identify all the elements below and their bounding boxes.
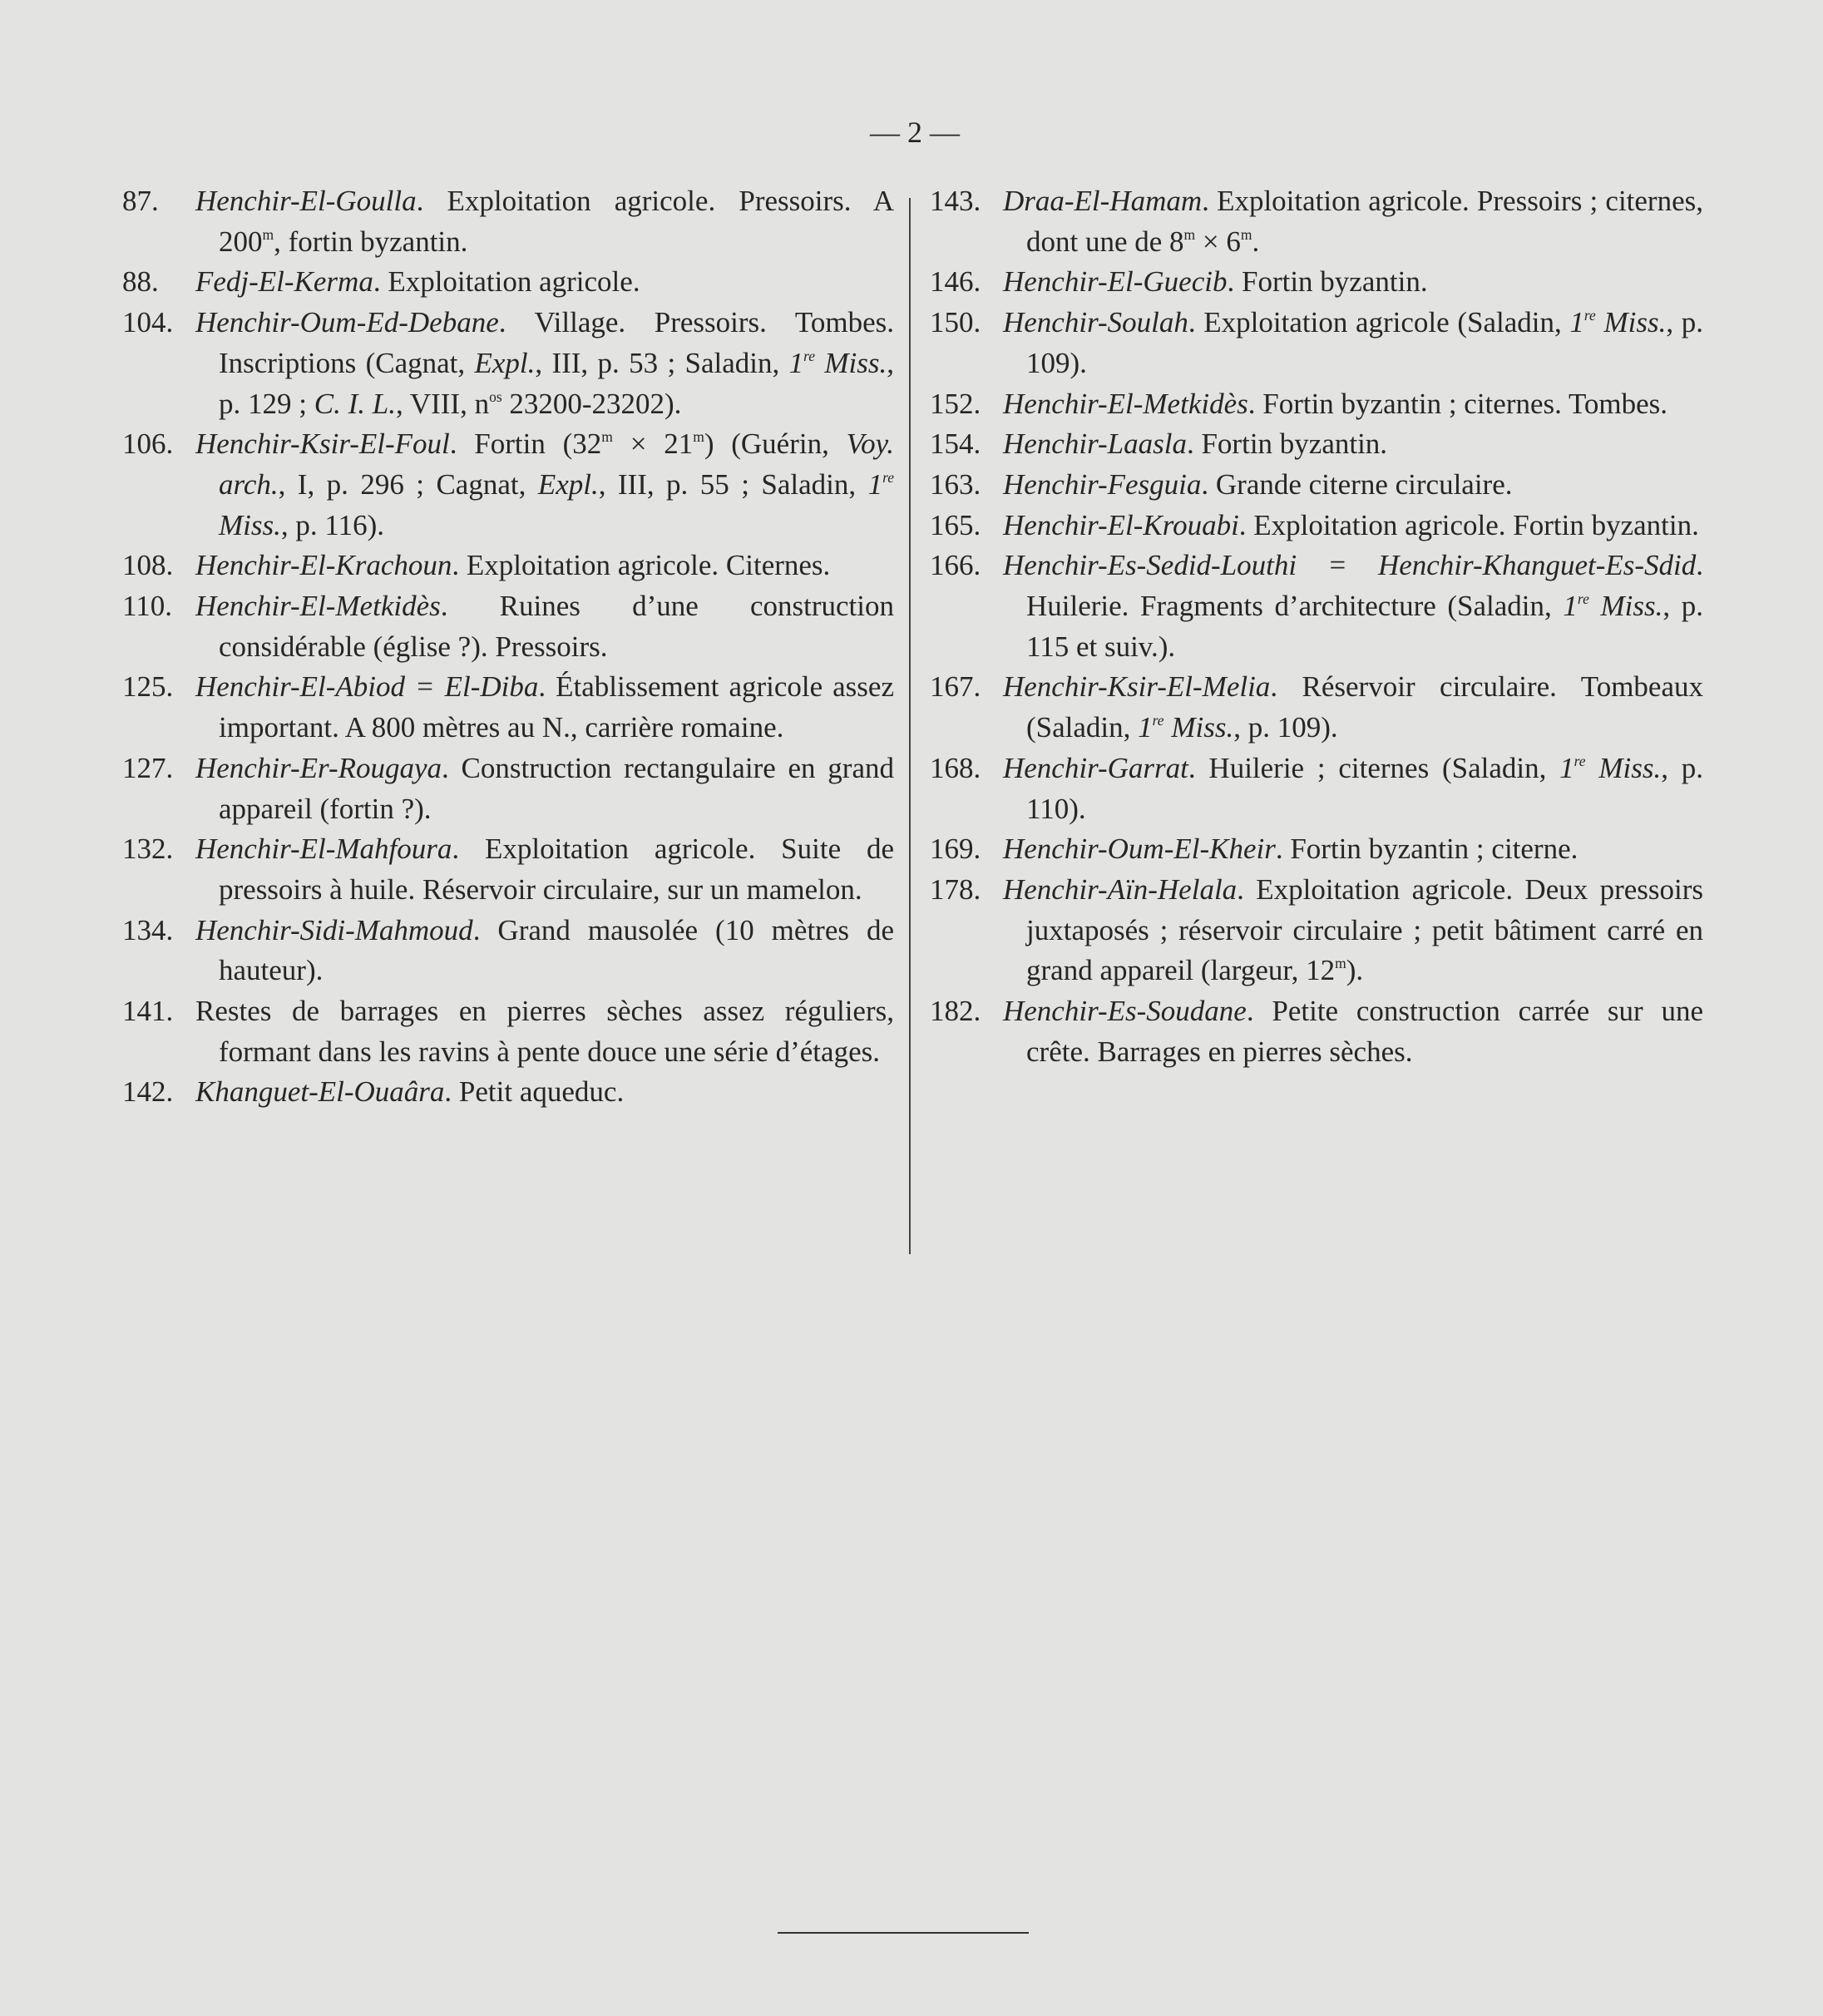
entry-text: ). [1346, 954, 1364, 987]
site-entry [930, 667, 1703, 748]
site-name: Henchir-El-Guecib [1003, 265, 1228, 299]
entry-text: × 21 [612, 427, 694, 461]
entry-text: , VIII, n [395, 387, 490, 420]
site-entry [930, 303, 1703, 383]
entry-text: Miss. [1163, 711, 1234, 744]
entry-text: . Grand mausolée (10 mètres de hauteur). [219, 913, 894, 987]
entry-number: 104. [122, 306, 174, 339]
entry-text: Miss. [1588, 590, 1663, 623]
entry-number: 132. [122, 833, 174, 866]
entry-text: m [693, 428, 704, 446]
entry-text: . Petit aqueduc. [444, 1075, 625, 1109]
site-entry [122, 667, 894, 748]
site-entry [930, 465, 1703, 506]
entry-text: m [1335, 955, 1346, 972]
entry-number: 88. [122, 265, 159, 299]
entry-number: 166. [930, 549, 981, 582]
site-name: Henchir-Aïn-Helala [1003, 872, 1238, 906]
site-entry [122, 262, 894, 303]
entry-number: 127. [122, 751, 174, 784]
entry-text: m [601, 428, 613, 446]
site-name: Henchir-Oum-El-Kheir [1003, 833, 1276, 866]
entry-text: 23200-23202). [501, 387, 682, 420]
entry-number: 182. [930, 995, 981, 1028]
entry-text: . Réservoir circulaire. Tombeaux (Saladin, [1026, 670, 1703, 744]
entry-number: 165. [930, 508, 981, 541]
entry-number: 87. [122, 185, 159, 217]
site-entry [122, 911, 894, 991]
site-name: Henchir-El-Metkidès [1003, 387, 1248, 420]
entry-text: m [1183, 225, 1196, 243]
entry-number: 106. [122, 427, 174, 461]
entry-text: 1 [1569, 306, 1584, 339]
entry-text: . [1252, 225, 1260, 258]
entry-text: , p. 129 ; [219, 346, 894, 420]
entry-text: , p. 116). [280, 508, 384, 541]
site-entry [122, 303, 894, 424]
entry-text: . Village. Pressoirs. Tombes. Inscriptions (Cagnat, [219, 306, 894, 379]
entry-text: , p. 110). [1026, 751, 1704, 825]
entry-text: , I, p. 296 ; Cagnat, [278, 467, 538, 501]
site-name: Henchir-Oum-Ed-Debane [195, 306, 499, 339]
entry-text: re [1583, 307, 1596, 324]
right-column [930, 181, 1703, 1072]
entry-text: . Exploitation agricole. Suite de pressoirs à huile. Réservoir circulaire, sur un mamelon. [219, 833, 894, 906]
entry-number: 154. [930, 427, 981, 461]
entry-text: Voy. arch. [219, 427, 894, 501]
site-entry [122, 829, 894, 910]
entry-number: 134. [122, 913, 174, 946]
entry-number: 178. [930, 872, 981, 906]
left-column [122, 181, 894, 1113]
entry-text: Expl. [537, 467, 599, 501]
site-name: Henchir-Soulah [1003, 306, 1188, 339]
site-entry [930, 749, 1703, 829]
entry-text: Expl. [474, 346, 536, 379]
site-entry [930, 829, 1703, 870]
site-entry [930, 262, 1703, 303]
entry-number: 168. [930, 751, 981, 784]
entry-text: re [882, 468, 894, 486]
entry-text: . Huilerie ; citernes (Saladin, [1188, 751, 1560, 784]
entry-number: 141. [122, 995, 174, 1028]
site-entry [930, 870, 1703, 991]
entry-number: 142. [122, 1075, 174, 1109]
site-entry [930, 384, 1703, 425]
entry-text: . Petite construction carrée sur une crête. Barrages en pierres sèches. [1026, 995, 1703, 1068]
entry-text: . Exploitation agricole. Deux pressoirs juxtaposés ; réservoir circulaire ; petit bâtiment carré en grand appareil (largeur, 12 [1026, 872, 1703, 987]
entry-text: . Fortin byzantin. [1227, 265, 1428, 299]
entry-number: 110. [122, 590, 172, 623]
site-name: Henchir-Es-Sedid-Louthi = Henchir-Khanguet-Es-Sdid [1003, 549, 1697, 582]
entry-text: , p. 109). [1233, 711, 1338, 744]
site-entry [122, 1072, 894, 1113]
page-number: — 2 — [870, 116, 960, 149]
site-entry [122, 586, 894, 667]
entry-number: 152. [930, 387, 981, 420]
site-entry [930, 424, 1703, 465]
entry-text: . Exploitation agricole. Citernes. [452, 549, 831, 582]
site-name: Henchir-Er-Rougaya [195, 751, 442, 784]
entry-text: m [1240, 225, 1252, 243]
entry-text: . Construction rectangulaire en grand appareil (fortin ?). [219, 751, 894, 825]
entry-text: Miss. [1585, 751, 1662, 784]
entry-text: . Fortin (32 [449, 427, 602, 461]
entry-number: 163. [930, 467, 981, 501]
entry-text: ) (Guérin, [704, 427, 847, 461]
site-name: Henchir-Ksir-El-Melia [1003, 670, 1271, 704]
site-entry [930, 506, 1703, 546]
site-name: Henchir-El-Mahfoura [195, 833, 452, 866]
site-name: Henchir-Sidi-Mahmoud [195, 913, 473, 946]
site-entry [930, 546, 1703, 667]
site-name: Henchir-Es-Soudane [1003, 995, 1247, 1028]
site-name: Henchir-Laasla [1003, 427, 1187, 461]
site-name: Henchir-El-Krouabi [1003, 508, 1239, 541]
entry-number: 143. [930, 185, 981, 217]
entry-text: . Exploitation agricole. Fortin byzantin. [1238, 508, 1699, 541]
entry-text: . Fortin byzantin. [1186, 427, 1388, 461]
entry-text: re [1574, 752, 1586, 769]
entry-text: . Huilerie. Fragments d’architecture (Saladin, [1026, 549, 1703, 623]
entry-number: 150. [930, 306, 981, 339]
site-name: Henchir-El-Krachoun [195, 549, 452, 582]
footer-rule [778, 1932, 1029, 1934]
entry-text: , p. 115 et suiv.). [1026, 590, 1704, 663]
entry-text: . Exploitation agricole. [373, 265, 640, 299]
site-name: Henchir-Fesguia [1003, 467, 1202, 501]
entry-number: 146. [930, 265, 981, 299]
site-entry [122, 424, 894, 546]
entry-text: . Établissement agricole assez important. A 800 mètres au N., carrière romaine. [219, 670, 894, 744]
site-entry [122, 991, 894, 1072]
entry-number: 125. [122, 670, 174, 704]
entry-text: . Fortin byzantin ; citernes. Tombes. [1247, 387, 1668, 420]
site-entry [930, 181, 1703, 262]
entry-text: 1 [788, 346, 804, 379]
entry-text: Miss. [815, 346, 887, 379]
site-entry [930, 991, 1703, 1072]
entry-number: 167. [930, 670, 981, 704]
entry-text: 1 [1563, 590, 1578, 623]
entry-text: . Grande citerne circulaire. [1201, 467, 1513, 501]
entry-text: C. I. L. [314, 387, 396, 420]
entry-text: m [262, 225, 274, 243]
entry-text: . Ruines d’une construction considérable (église ?). Pressoirs. [219, 590, 894, 663]
site-entry [122, 546, 894, 586]
entry-text: . Fortin byzantin ; citerne. [1275, 833, 1578, 866]
entry-text: re [803, 347, 816, 364]
entry-text: . Exploitation agricole. Pressoirs. A 200 [219, 185, 894, 258]
entry-text: Miss. [1595, 306, 1667, 339]
site-entry [122, 181, 894, 262]
entry-text: . Exploitation agricole. Pressoirs ; citernes, dont une de 8 [1026, 185, 1703, 258]
entry-text: 1 [1559, 751, 1574, 784]
entry-text: re [1577, 590, 1589, 608]
site-name: Henchir-El-Metkidès [195, 590, 441, 623]
entry-text: os [489, 388, 502, 405]
entry-text: . Exploitation agricole (Saladin, [1188, 306, 1570, 339]
entry-text: Miss. [219, 508, 281, 541]
site-entry [122, 749, 894, 829]
site-name: Draa-El-Hamam [1003, 185, 1203, 217]
site-name: Khanguet-El-Ouaâra [195, 1075, 445, 1109]
site-name: Henchir-El-Abiod = El-Diba [195, 670, 539, 704]
entry-text: 1 [867, 467, 883, 501]
entry-text: , III, p. 55 ; Saladin, [598, 467, 868, 501]
entry-number: 108. [122, 549, 174, 582]
entry-number: 169. [930, 833, 981, 866]
site-name: Henchir-El-Goulla [195, 185, 417, 217]
site-name: Henchir-Ksir-El-Foul [195, 427, 450, 461]
entry-text: , p. 109). [1026, 306, 1703, 379]
entry-text: , III, p. 53 ; Saladin, [535, 346, 789, 379]
site-name: Henchir-Garrat [1003, 751, 1188, 784]
column-divider [909, 198, 911, 1254]
entry-text: 1 [1138, 711, 1153, 744]
entry-text: re [1152, 712, 1164, 729]
entry-text: , fortin byzantin. [274, 225, 468, 258]
entry-text: Restes de barrages en pierres sèches assez réguliers, formant dans les ravins à pente douce une série d’étages. [195, 995, 894, 1068]
entry-text: × 6 [1195, 225, 1241, 258]
site-name: Fedj-El-Kerma [195, 265, 373, 299]
